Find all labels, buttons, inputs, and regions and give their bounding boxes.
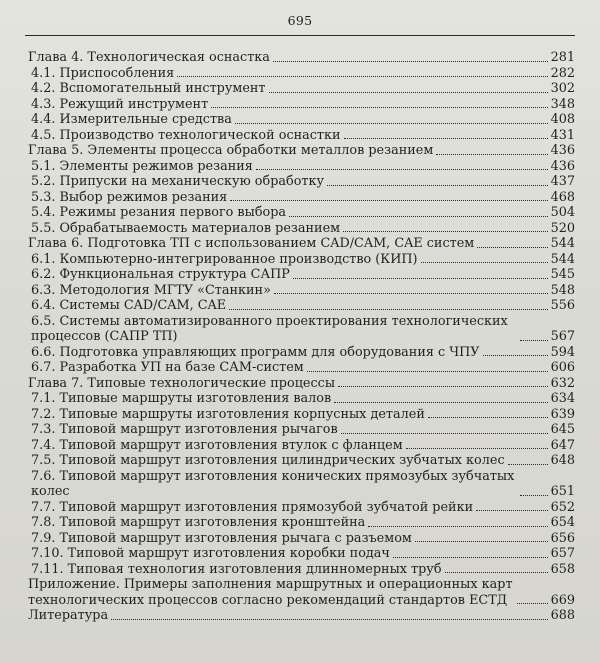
toc-section-entry — [28, 81, 575, 97]
toc-entry-page: 544 — [550, 236, 575, 251]
toc-entry-title: 5.4. Режимы резания первого выбора — [31, 205, 287, 220]
toc-entry-title: 7.8. Типовой маршрут изготовления кронштейна — [31, 515, 366, 530]
toc-entry-title: 5.2. Припуски на механическую обработку — [31, 174, 325, 189]
toc-section-entry — [28, 97, 575, 113]
toc-entry-title: 5.3. Выбор режимов резания — [31, 189, 228, 205]
dot-leader — [211, 107, 547, 108]
toc-entry-title: Приложение. Примеры заполнения маршрутных и операционных карт технологических процессов согласно рекомендаций стандартов ЕСТД — [28, 577, 513, 608]
toc-section-entry — [28, 66, 575, 82]
toc-chapter-entry — [28, 236, 575, 252]
dot-leader — [273, 61, 548, 62]
toc-section-entry — [28, 159, 575, 175]
toc-section-entry — [28, 252, 575, 268]
toc-entry-page: 634 — [550, 391, 575, 406]
toc-entry-page: 282 — [550, 65, 575, 81]
toc-entry-title: 6.2. Функциональная структура САПР — [31, 267, 290, 282]
toc-entry-page: 657 — [550, 546, 575, 561]
toc-entry-title: Литература — [28, 608, 109, 623]
toc-entry-title: 7.3. Типовой маршрут изготовления рычагов — [31, 422, 338, 437]
toc-entry-title: 4.2. Вспомогательный инструмент — [31, 81, 266, 96]
toc-entry-page: 632 — [550, 375, 575, 391]
toc-entry-page: 468 — [550, 189, 575, 205]
dot-leader — [517, 603, 548, 604]
toc-entry-title: Глава 4. Технологическая оснастка — [28, 50, 270, 65]
toc-entry-title: Глава 5. Элементы процесса обработки металлов резанием — [28, 143, 434, 158]
toc-entry-page: 544 — [550, 251, 575, 267]
toc-entry-title: 6.7. Разработка УП на базе САМ-систем — [31, 360, 304, 375]
toc-entry-page: 639 — [550, 406, 575, 422]
toc-entry-page: 606 — [550, 360, 575, 375]
toc-entry-title: 7.9. Типовой маршрут изготовления рычага с разъемом — [31, 530, 412, 546]
toc-entry-page: 688 — [550, 608, 575, 623]
toc-section-entry — [28, 391, 575, 407]
toc-entry-title: 6.5. Системы автоматизированного проектирования технологических процессов (САПР ТП) — [31, 313, 508, 344]
toc-section-entry — [28, 267, 575, 283]
toc-entry-page: 556 — [550, 298, 575, 313]
toc-section-entry — [28, 422, 575, 438]
toc-entry-title: 7.1. Типовые маршруты изготовления валов — [31, 391, 332, 406]
toc-section-entry — [28, 515, 575, 531]
dot-leader — [415, 541, 548, 542]
dot-leader — [343, 231, 547, 232]
toc-section-entry — [28, 174, 575, 190]
toc-entry-page: 348 — [550, 96, 575, 112]
toc-entry-title: 4.4. Измерительные средства — [31, 112, 232, 127]
toc-entry-page: 658 — [550, 561, 575, 577]
toc-section-entry — [28, 407, 575, 423]
header-rule — [25, 35, 575, 36]
toc-entry-page: 652 — [550, 499, 575, 515]
toc-entry-title: 4.1. Приспособления — [31, 65, 175, 81]
dot-leader — [483, 355, 548, 356]
dot-leader — [344, 138, 548, 139]
dot-leader — [406, 448, 548, 449]
dot-leader — [269, 92, 548, 93]
dot-leader — [428, 417, 548, 418]
dot-leader — [520, 340, 548, 341]
dot-leader — [289, 216, 548, 217]
toc-entry-title: 7.2. Типовые маршруты изготовления корпусных деталей — [31, 406, 425, 422]
toc-entry-title: 7.10. Типовой маршрут изготовления коробки подач — [31, 546, 390, 561]
toc-section-entry — [28, 190, 575, 206]
toc-entry-page: 436 — [550, 143, 575, 158]
toc-section-entry — [28, 128, 575, 144]
dot-leader — [229, 309, 547, 310]
dot-leader — [177, 76, 547, 77]
toc-entry-page: 436 — [550, 158, 575, 174]
toc-entry-page: 548 — [550, 282, 575, 298]
dot-leader — [368, 526, 547, 527]
toc-section-entry — [28, 438, 575, 454]
toc-entry-title: 5.5. Обрабатываемость материалов резанием — [31, 220, 341, 236]
dot-leader — [476, 510, 547, 511]
toc-entry-title: 5.1. Элементы режимов резания — [31, 158, 253, 174]
toc-section-entry — [28, 531, 575, 547]
toc-entry-title: 6.4. Системы CAD/CAM, CAE — [31, 298, 227, 313]
toc-section-entry — [28, 205, 575, 221]
toc-entry-title: Глава 7. Типовые технологические процессы — [28, 375, 336, 391]
toc-entry-page: 567 — [550, 329, 575, 344]
dot-leader — [256, 169, 548, 170]
toc-section-entry — [28, 314, 575, 345]
toc-entry-page: 431 — [550, 127, 575, 143]
toc-section-entry — [28, 360, 575, 376]
toc-entry-title: 7.5. Типовой маршрут изготовления цилиндрических зубчатых колес — [31, 453, 505, 468]
dot-leader — [436, 154, 547, 155]
dot-leader — [445, 572, 548, 573]
toc-entry-page: 656 — [550, 530, 575, 546]
toc-entry-title: 6.3. Методология МГТУ «Станкин» — [31, 282, 271, 298]
toc-section-entry — [28, 283, 575, 299]
toc-chapter-entry — [28, 577, 575, 608]
dot-leader — [341, 433, 548, 434]
dot-leader — [334, 402, 547, 403]
toc-entry-page: 669 — [550, 592, 575, 608]
toc-chapter-entry — [28, 608, 575, 624]
toc-entry-page: 408 — [550, 112, 575, 127]
toc-entry-page: 647 — [550, 437, 575, 453]
toc-section-entry — [28, 221, 575, 237]
toc-entry-title: 7.11. Типовая технология изготовления длинномерных труб — [31, 561, 442, 577]
dot-leader — [393, 557, 548, 558]
dot-leader — [235, 123, 548, 124]
dot-leader — [520, 495, 548, 496]
toc-chapter-entry — [28, 143, 575, 159]
toc-entry-page: 504 — [550, 205, 575, 220]
toc-entry-page: 545 — [550, 267, 575, 282]
dot-leader — [421, 262, 548, 263]
toc-section-entry — [28, 562, 575, 578]
toc-section-entry — [28, 469, 575, 500]
toc-chapter-entry — [28, 376, 575, 392]
toc-entry-page: 302 — [550, 81, 575, 96]
page-number: 695 — [287, 13, 313, 28]
dot-leader — [293, 278, 548, 279]
dot-leader — [477, 247, 547, 248]
dot-leader — [338, 386, 548, 387]
toc-entry-page: 594 — [550, 344, 575, 360]
table-of-contents — [28, 50, 575, 624]
toc-entry-page: 654 — [550, 515, 575, 530]
toc-entry-page: 520 — [550, 220, 575, 236]
toc-entry-title: 6.1. Компьютерно-интегрированное производство (КИП) — [31, 251, 418, 267]
toc-entry-page: 281 — [550, 50, 575, 65]
toc-entry-title: 7.4. Типовой маршрут изготовления втулок с фланцем — [31, 437, 403, 453]
toc-entry-page: 648 — [550, 453, 575, 468]
toc-section-entry — [28, 345, 575, 361]
toc-entry-title: 4.3. Режущий инструмент — [31, 96, 209, 112]
toc-entry-page: 645 — [550, 422, 575, 437]
dot-leader — [508, 464, 548, 465]
dot-leader — [111, 619, 547, 620]
toc-section-entry — [28, 112, 575, 128]
toc-entry-title: 4.5. Производство технологической оснастки — [31, 127, 341, 143]
dot-leader — [327, 185, 548, 186]
dot-leader — [274, 293, 548, 294]
toc-entry-title: 7.6. Типовой маршрут изготовления конических прямозубых зубчатых колес — [31, 468, 515, 499]
toc-section-entry — [28, 500, 575, 516]
toc-section-entry — [28, 546, 575, 562]
toc-section-entry — [28, 298, 575, 314]
toc-chapter-entry — [28, 50, 575, 66]
toc-entry-title: Глава 6. Подготовка ТП с использованием CAD/CAM, CAE систем — [28, 236, 475, 251]
toc-entry-title: 7.7. Типовой маршрут изготовления прямозубой зубчатой рейки — [31, 499, 474, 515]
toc-entry-title: 6.6. Подготовка управляющих программ для оборудования с ЧПУ — [31, 344, 480, 360]
toc-entry-page: 437 — [550, 174, 575, 189]
toc-entry-page: 651 — [550, 484, 575, 499]
toc-section-entry — [28, 453, 575, 469]
dot-leader — [307, 371, 548, 372]
dot-leader — [230, 200, 547, 201]
